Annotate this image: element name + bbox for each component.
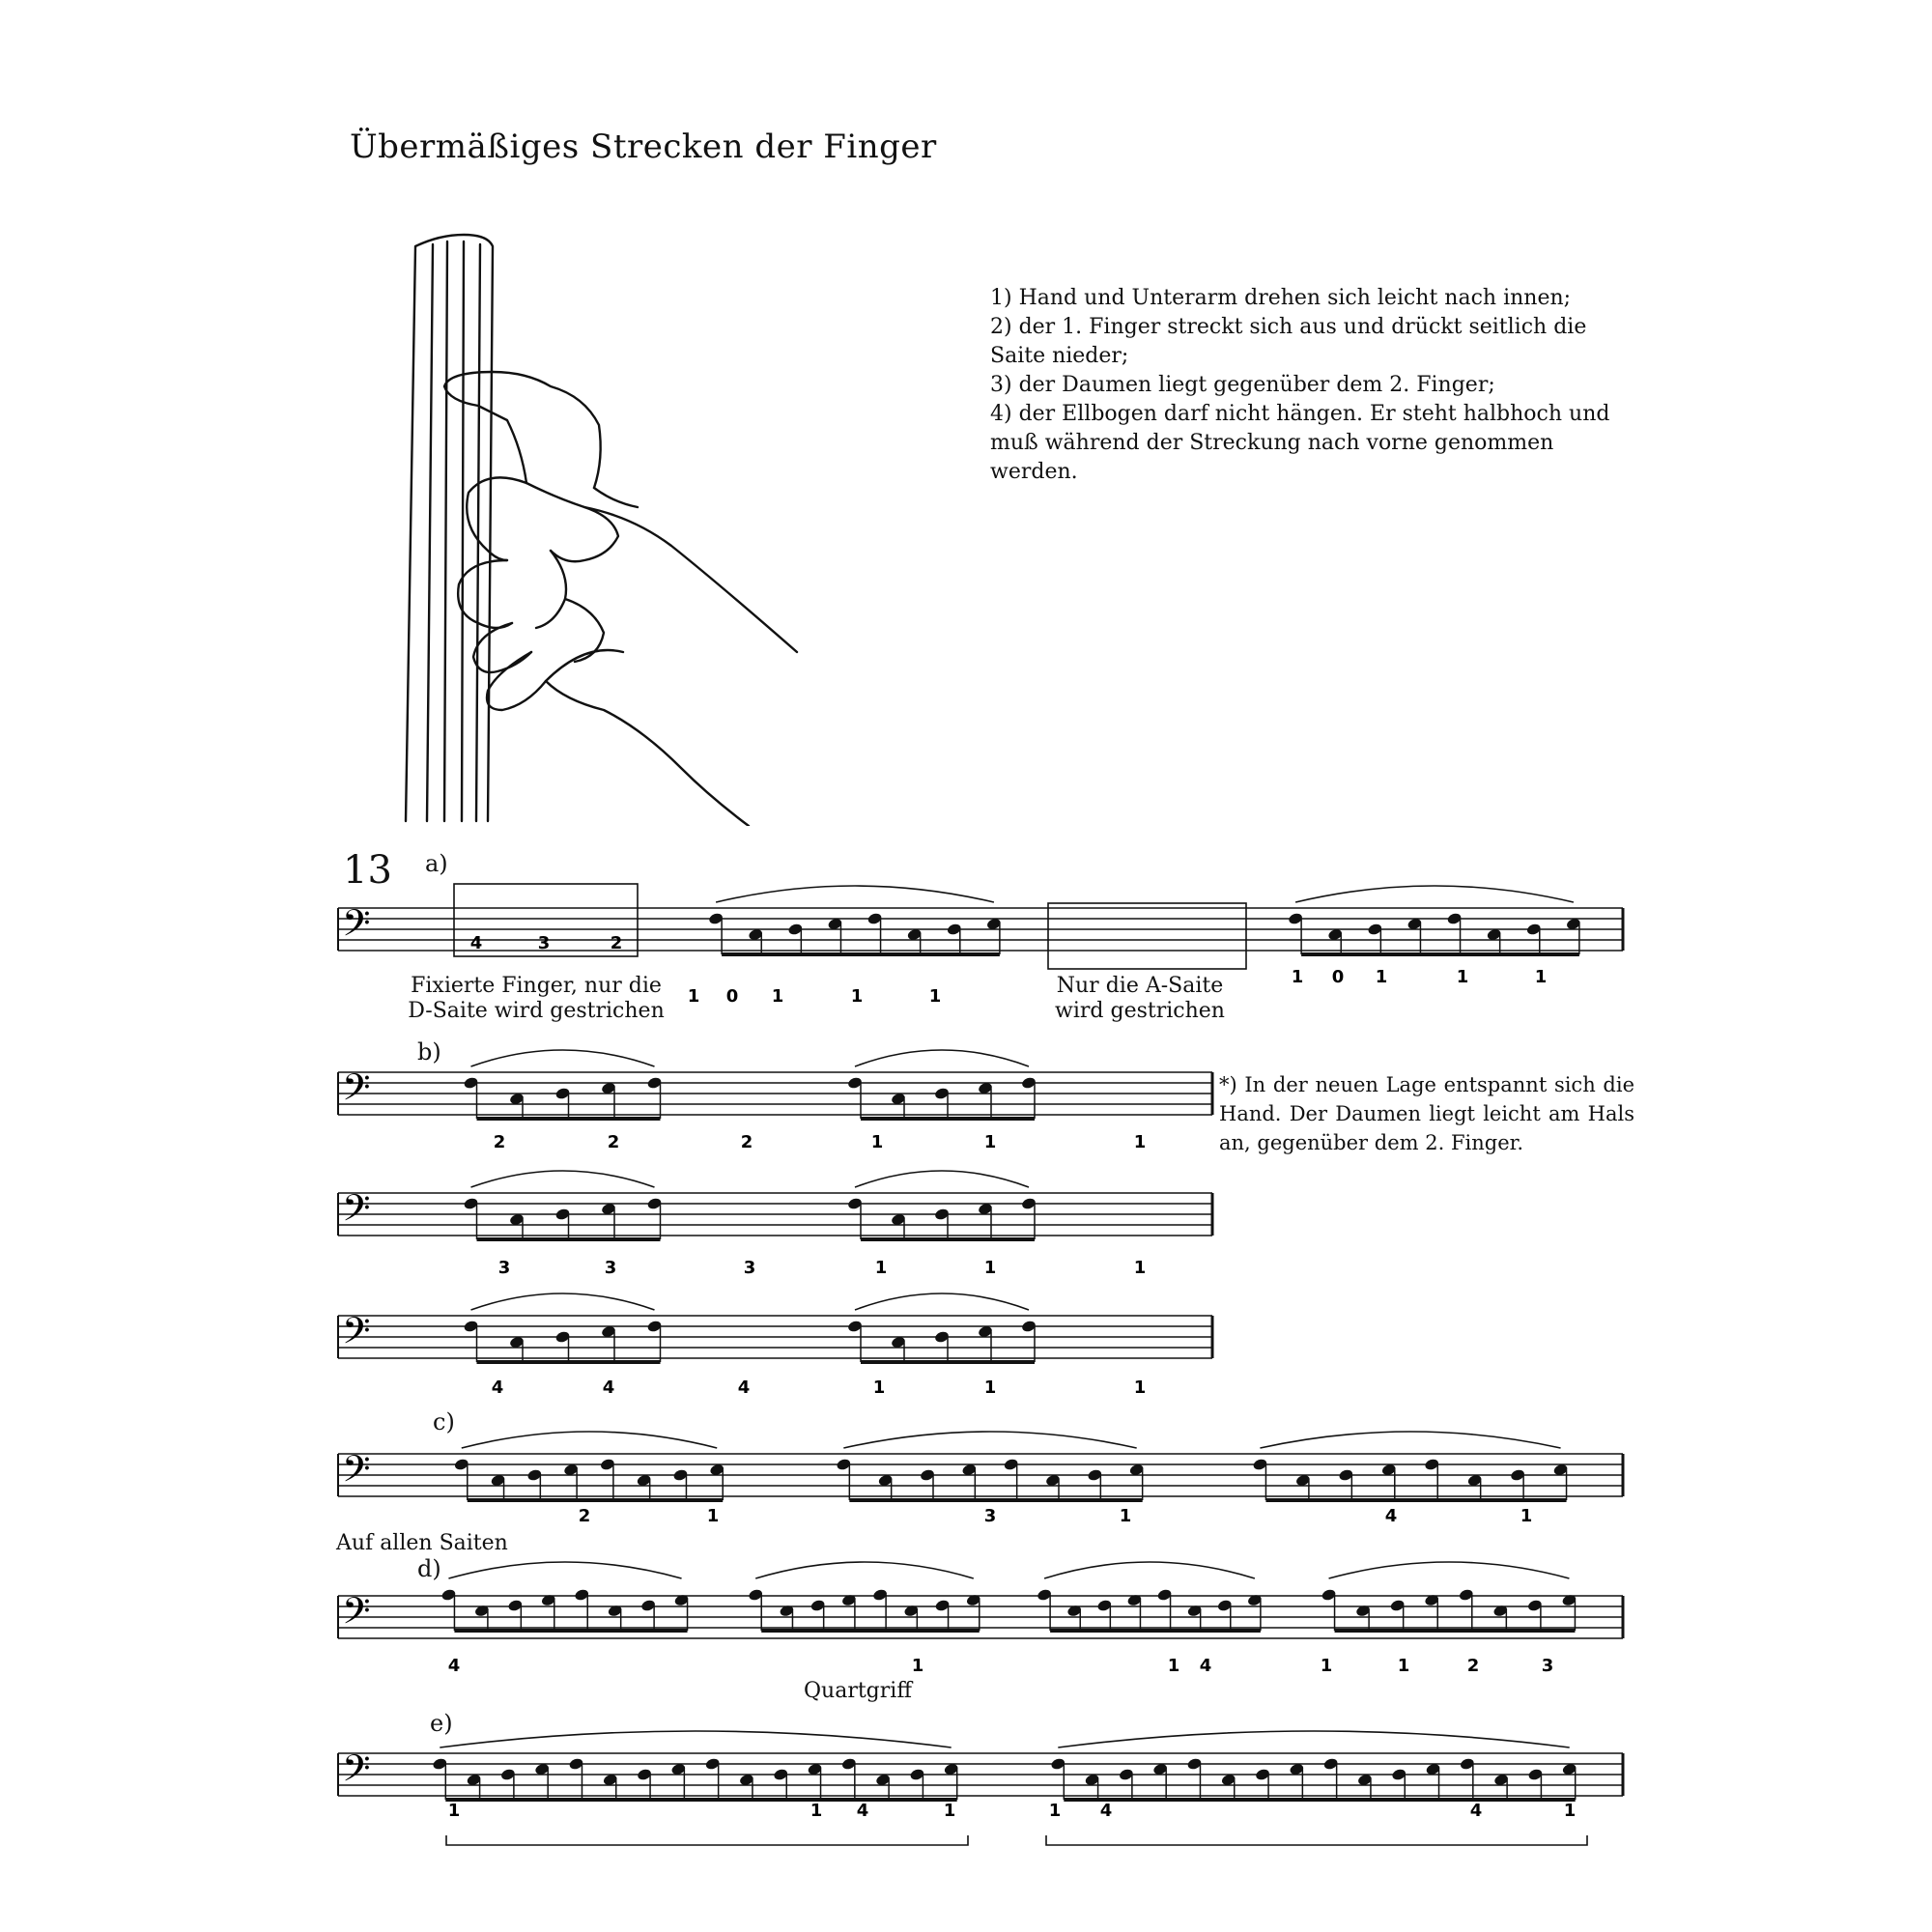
staff-b1-fingering: 1 <box>983 1132 997 1152</box>
staff-c-fingering: 4 <box>1384 1506 1398 1526</box>
bracket <box>446 1835 968 1845</box>
bass-clef-icon: 𝄢 <box>342 1309 371 1361</box>
bass-clef-icon: 𝄢 <box>342 1065 371 1118</box>
staff-d-fingering: 4 <box>1199 1656 1212 1676</box>
staff-e-fingering: 1 <box>447 1801 461 1821</box>
caption-d-string: Fixierte Finger, nur die D-Saite wird gestrichen <box>408 974 665 1023</box>
staff-b1-fingering: 1 <box>1133 1132 1147 1152</box>
staff-b3-fingering: 1 <box>1133 1378 1147 1398</box>
staff-a2-fingering: 0 <box>1331 967 1345 987</box>
staff-b3-fingering: 4 <box>737 1378 751 1398</box>
staff-a2-fingering: 1 <box>1375 967 1388 987</box>
staff-a-group1-slur <box>716 886 994 902</box>
staff-c-fingering: 1 <box>1520 1506 1533 1526</box>
staff-b1-fingering: 2 <box>740 1132 753 1152</box>
staff-c-fingering: 1 <box>1119 1506 1132 1526</box>
staff-b1-fingering: 1 <box>870 1132 884 1152</box>
staff-a1-fingering: 1 <box>928 986 942 1007</box>
staff-d-g1-slur <box>448 1562 681 1578</box>
staff-e-fingering: 4 <box>1469 1801 1483 1821</box>
section-d-heading: Auf allen Saiten <box>336 1531 508 1555</box>
bass-clef-icon: 𝄢 <box>342 1589 371 1641</box>
staff-b1-fingering: 2 <box>607 1132 620 1152</box>
instruction-item: 4) der Ellbogen darf nicht hängen. Er steht halbhoch und muß während der Streckung nach vorne genommen werden. <box>990 402 1610 484</box>
staff-b3-fingering: 1 <box>872 1378 886 1398</box>
staff-d-fingering: 1 <box>1320 1656 1333 1676</box>
bass-clef-icon: 𝄢 <box>342 901 371 953</box>
staff-e-g1-slur <box>440 1731 951 1747</box>
staff-a2-fingering: 1 <box>1456 967 1469 987</box>
staff-c-g3-slur <box>1260 1432 1560 1448</box>
staff-b2-fingering: 1 <box>1133 1258 1147 1278</box>
staff-b3-g2-slur <box>855 1293 1029 1310</box>
staff-a1-fingering: 1 <box>687 986 700 1007</box>
staff-c-fingering: 1 <box>706 1506 720 1526</box>
staff-d-g4-slur <box>1329 1562 1570 1578</box>
instruction-item: 3) der Daumen liegt gegenüber dem 2. Finger; <box>990 373 1495 397</box>
staff-a-group2-slur <box>1295 886 1574 902</box>
staff-e-fingering: 4 <box>1099 1801 1113 1821</box>
box-fingering: 2 <box>610 933 623 953</box>
page-title: Übermäßiges Strecken der Finger <box>350 128 937 166</box>
staff-a1-fingering: 1 <box>771 986 784 1007</box>
staff-d-fingering: 3 <box>1541 1656 1554 1676</box>
box-fingering: 3 <box>537 933 551 953</box>
staff-d-fingering: 1 <box>1167 1656 1180 1676</box>
staff-d-fingering: 4 <box>447 1656 461 1676</box>
staff-a2-fingering: 1 <box>1291 967 1304 987</box>
section-label-b: b) <box>417 1038 441 1065</box>
staff-b2-g1-slur <box>471 1171 655 1187</box>
quartgriff-annotation: Quartgriff <box>804 1679 912 1703</box>
bracket <box>1046 1835 1587 1845</box>
staff-d-g2-slur <box>755 1562 974 1578</box>
staff-b2-fingering: 1 <box>874 1258 888 1278</box>
staff-b3-fingering: 4 <box>602 1378 615 1398</box>
section-label-a: a) <box>425 850 448 877</box>
staff-b3-fingering: 1 <box>983 1378 997 1398</box>
box-fingering: 4 <box>469 933 483 953</box>
bass-clef-icon: 𝄢 <box>342 1186 371 1238</box>
caption-a-string: Nur die A-Saite wird gestrichen <box>1055 974 1225 1023</box>
staff-d-fingering: 1 <box>1397 1656 1410 1676</box>
staff-b3-g1-slur <box>471 1293 655 1310</box>
fixed-finger-box <box>1048 903 1246 969</box>
section-label-d: d) <box>417 1555 441 1582</box>
bass-clef-icon: 𝄢 <box>342 1747 371 1799</box>
staff-e-fingering: 4 <box>856 1801 869 1821</box>
staff-c-fingering: 2 <box>578 1506 591 1526</box>
section-label-e: e) <box>430 1710 453 1737</box>
staff-d-fingering: 2 <box>1466 1656 1480 1676</box>
staff-e-fingering: 1 <box>1048 1801 1062 1821</box>
staff-b1-g2-slur <box>855 1050 1029 1066</box>
bass-clef-icon: 𝄢 <box>342 1447 371 1499</box>
staff-d-fingering: 1 <box>911 1656 924 1676</box>
staff-e-g2-slur <box>1058 1731 1569 1747</box>
footnote: *) In der neuen Lage entspannt sich die Hand. Der Daumen liegt leicht am Hals an, gegenüber dem 2. Finger. <box>1219 1073 1634 1154</box>
exercise-number: 13 <box>343 848 392 893</box>
staff-b2-g2-slur <box>855 1171 1029 1187</box>
staff-b1-g1-slur <box>471 1050 655 1066</box>
staff-c-fingering: 3 <box>983 1506 997 1526</box>
staff-e-fingering: 1 <box>810 1801 823 1821</box>
staff-c-g2-slur <box>843 1432 1136 1448</box>
staff-b2-fingering: 1 <box>983 1258 997 1278</box>
staff-a1-fingering: 0 <box>725 986 739 1007</box>
instruction-item: 2) der 1. Finger streckt sich aus und drückt seitlich die Saite nieder; <box>990 315 1587 368</box>
staff-b1-fingering: 2 <box>493 1132 506 1152</box>
staff-e-fingering: 1 <box>1563 1801 1577 1821</box>
staff-b3-fingering: 4 <box>491 1378 504 1398</box>
staff-d-g3-slur <box>1044 1562 1255 1578</box>
staff-b2-fingering: 3 <box>497 1258 511 1278</box>
staff-b2-fingering: 3 <box>604 1258 617 1278</box>
instruction-item: 1) Hand und Unterarm drehen sich leicht nach innen; <box>990 286 1572 310</box>
staff-c-g1-slur <box>462 1432 717 1448</box>
staff-b2-fingering: 3 <box>743 1258 756 1278</box>
staff-a2-fingering: 1 <box>1534 967 1548 987</box>
staff-e-fingering: 1 <box>943 1801 956 1821</box>
section-label-c: c) <box>433 1408 455 1435</box>
staff-a1-fingering: 1 <box>850 986 864 1007</box>
